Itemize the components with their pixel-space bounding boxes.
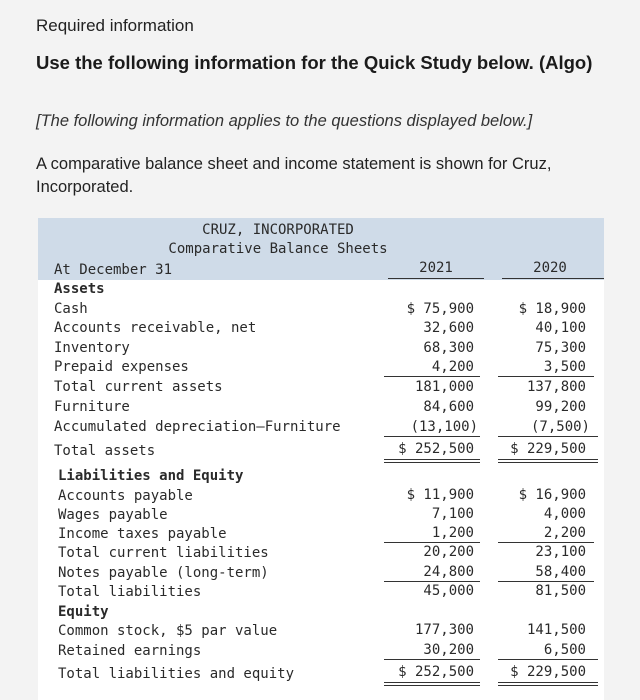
row-value-total-liabilities-2021: 45,000 — [423, 583, 474, 599]
statement-subtitle: Comparative Balance Sheets — [168, 241, 388, 257]
row-value-total-liabilities-2020: 81,500 — [535, 583, 586, 599]
row-value-prepaid-expenses-2021: 4,200 — [431, 359, 474, 375]
row-value-income-taxes-payable-2021: 1,200 — [431, 525, 474, 541]
row-label-wages-payable: Wages payable — [58, 507, 168, 523]
row-value-total-current-liabilities-2021: 20,200 — [423, 544, 474, 560]
total-le-rule-2020 — [498, 659, 598, 660]
liabilities-equity-heading: Liabilities and Equity — [58, 468, 244, 484]
row-value-prepaid-expenses-2020: 3,500 — [543, 359, 586, 375]
required-information-heading: Required information — [36, 16, 194, 35]
total-assets-rule-2020 — [498, 436, 598, 437]
row-label-total-liabilities: Total liabilities — [58, 584, 202, 600]
total-assets-double-rule-2021 — [384, 459, 480, 463]
date-label: At December 31 — [54, 262, 173, 278]
row-value-total-current-assets-2020: 137,800 — [526, 379, 586, 395]
intro-text: A comparative balance sheet and income statement is shown for Cruz, Incorporated. — [36, 155, 552, 196]
row-value-wages-payable-2021: 7,100 — [431, 506, 474, 522]
row-label-prepaid-expenses: Prepaid expenses — [54, 359, 189, 375]
total-le-double-rule-2020 — [498, 682, 598, 686]
row-value-retained-earnings-2020: 6,500 — [543, 642, 586, 658]
company-name: CRUZ, INCORPORATED — [202, 222, 354, 238]
assets-heading: Assets — [54, 281, 105, 297]
row-label-total-current-assets: Total current assets — [54, 379, 223, 395]
total-assets-double-rule-2020 — [498, 459, 598, 463]
row-value-retained-earnings-2021: 30,200 — [423, 642, 474, 658]
row-label-income-taxes-payable: Income taxes payable — [58, 526, 227, 542]
instruction-note: [The following information applies to the questions displayed below.] — [36, 112, 533, 130]
subtotal-rule-2020 — [498, 376, 594, 377]
row-value-notes-payable-2021: 24,800 — [423, 564, 474, 580]
row-label-cash: Cash — [54, 301, 88, 317]
row-label-inventory: Inventory — [54, 340, 130, 356]
row-value-accumulated-depreciation-2020: (7,500) — [530, 419, 590, 435]
row-label-notes-payable: Notes payable (long-term) — [58, 565, 269, 581]
row-value-accumulated-depreciation-2021: (13,100) — [410, 419, 478, 435]
row-value-furniture-2021: 84,600 — [423, 399, 474, 415]
row-value-furniture-2020: 99,200 — [535, 399, 586, 415]
row-label-retained-earnings: Retained earnings — [58, 643, 202, 659]
header-rule-2020 — [502, 278, 604, 279]
row-value-wages-payable-2020: 4,000 — [543, 506, 586, 522]
row-value-total-current-liabilities-2020: 23,100 — [535, 544, 586, 560]
total-le-double-rule-2021 — [384, 682, 480, 686]
row-value-cash-2020: $ 18,900 — [518, 301, 586, 317]
row-value-total-assets-2021: $ 252,500 — [398, 441, 474, 457]
row-value-inventory-2021: 68,300 — [423, 340, 474, 356]
row-value-common-stock-2020: 141,500 — [526, 622, 586, 638]
total-le-rule-2021 — [384, 659, 480, 660]
column-header-2021: 2021 — [419, 260, 453, 276]
row-value-cash-2021: $ 75,900 — [406, 301, 474, 317]
row-value-income-taxes-payable-2020: 2,200 — [543, 525, 586, 541]
row-value-accounts-receivable-2020: 40,100 — [535, 320, 586, 336]
row-value-total-current-assets-2021: 181,000 — [414, 379, 474, 395]
row-label-furniture: Furniture — [54, 399, 130, 415]
subtotal-rule-2021 — [384, 376, 480, 377]
row-label-total-current-liabilities: Total current liabilities — [58, 545, 269, 561]
row-value-total-assets-2020: $ 229,500 — [510, 441, 586, 457]
row-label-accounts-payable: Accounts payable — [58, 488, 193, 504]
quick-study-title: Use the following information for the Quick Study below. (Algo) — [36, 52, 593, 73]
balance-sheet-table — [38, 218, 604, 700]
header-rule-2021 — [388, 278, 484, 279]
row-label-accounts-receivable: Accounts receivable, net — [54, 320, 257, 336]
row-label-accumulated-depreciation: Accumulated depreciation—Furniture — [54, 419, 341, 435]
row-value-notes-payable-2020: 58,400 — [535, 564, 586, 580]
row-value-accounts-payable-2020: $ 16,900 — [518, 487, 586, 503]
column-header-2020: 2020 — [533, 260, 567, 276]
row-value-accounts-payable-2021: $ 11,900 — [406, 487, 474, 503]
row-value-common-stock-2021: 177,300 — [414, 622, 474, 638]
row-value-total-liabilities-and-equity-2020: $ 229,500 — [510, 664, 586, 680]
equity-heading: Equity — [58, 604, 109, 620]
row-value-accounts-receivable-2021: 32,600 — [423, 320, 474, 336]
row-label-common-stock: Common stock, $5 par value — [58, 623, 278, 639]
row-value-total-liabilities-and-equity-2021: $ 252,500 — [398, 664, 474, 680]
row-label-total-assets: Total assets — [54, 443, 156, 459]
total-assets-rule-2021 — [384, 436, 480, 437]
row-label-total-liabilities-and-equity: Total liabilities and equity — [58, 666, 295, 682]
row-value-inventory-2020: 75,300 — [535, 340, 586, 356]
